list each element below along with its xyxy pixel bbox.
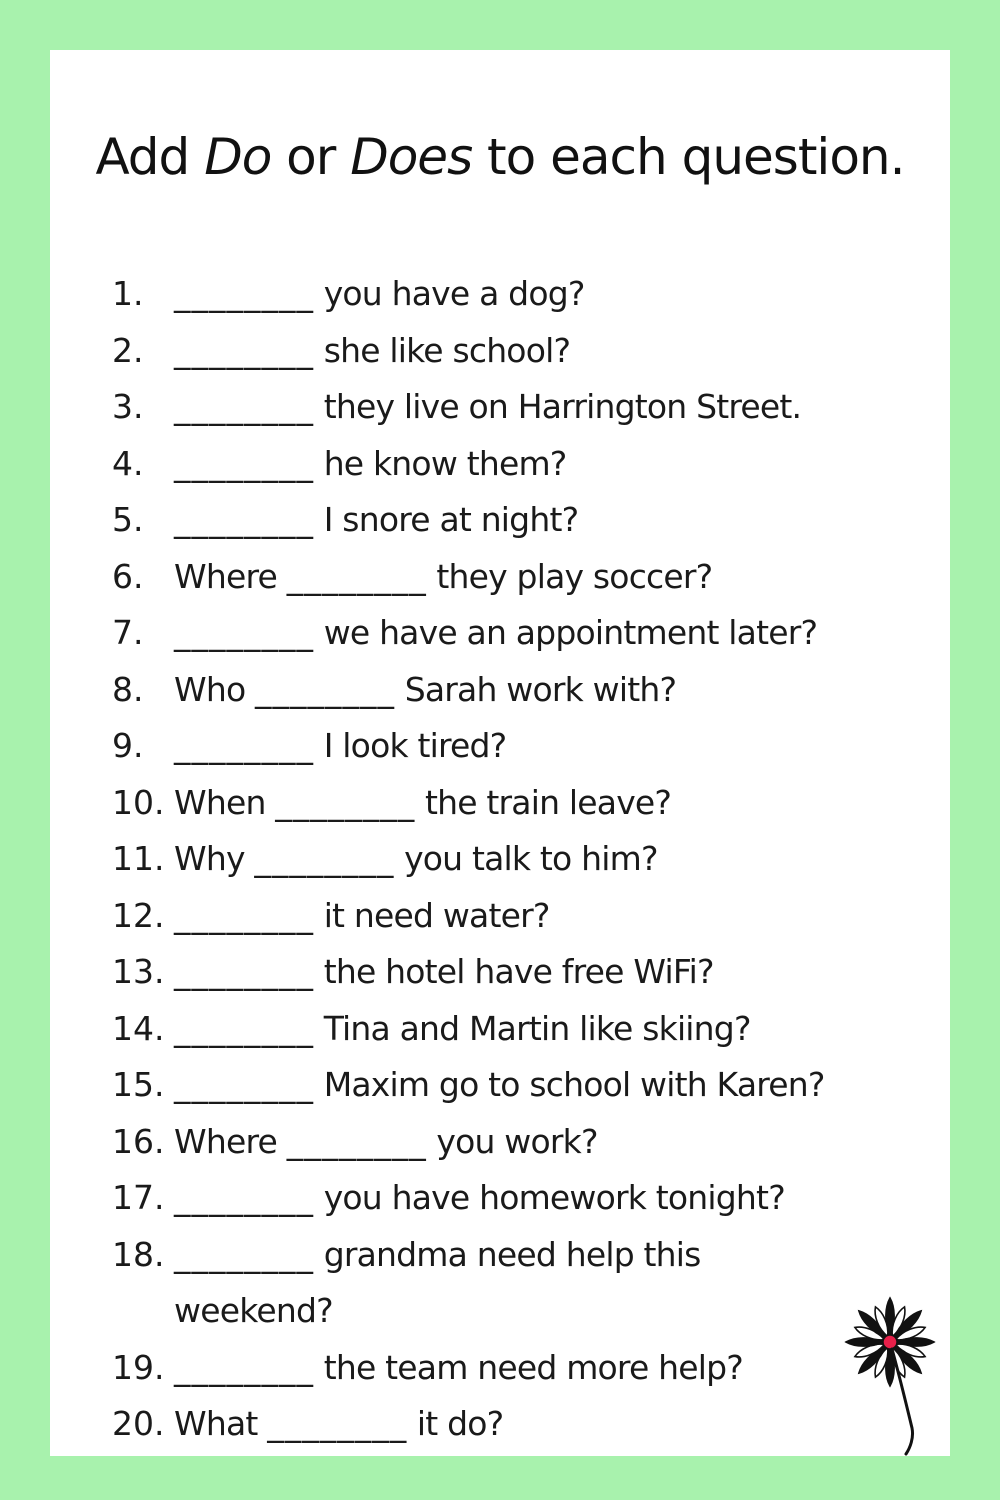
title-do: Do (204, 128, 272, 186)
question-text (174, 1396, 503, 1453)
answer-blank[interactable]: ________ (174, 500, 314, 539)
answer-blank[interactable]: ________ (174, 1347, 314, 1387)
question-text (174, 266, 585, 323)
answer-blank[interactable]: ________ (174, 613, 314, 652)
answer-blank[interactable]: ________ (286, 556, 427, 596)
answer-blank[interactable]: ________ (267, 1404, 408, 1443)
question-item (112, 1227, 942, 1340)
answer-blank[interactable]: ________ (174, 1178, 314, 1217)
question-suffix: it need water? (314, 895, 550, 935)
question-item (112, 492, 942, 549)
question-suffix: the hotel have free WiFi? (314, 952, 714, 991)
question-item (112, 266, 942, 323)
question-suffix: Maxim go to school with Karen? (314, 1065, 825, 1104)
question-text (174, 1170, 785, 1227)
question-text (174, 1340, 743, 1397)
question-number: 18. (112, 1234, 165, 1274)
question-text (174, 888, 550, 945)
flower-icon (840, 1278, 950, 1458)
question-list (112, 266, 942, 1453)
question-suffix: I look tired? (314, 726, 507, 765)
question-suffix: it do? (407, 1404, 504, 1443)
worksheet (50, 50, 950, 1456)
question-item (112, 944, 942, 1001)
question-suffix: we have an appointment later? (314, 613, 818, 652)
question-number: 16. (112, 1121, 165, 1161)
answer-blank[interactable]: ________ (174, 895, 314, 935)
question-text (174, 436, 567, 493)
question-text (174, 605, 817, 662)
question-suffix: Sarah work with? (395, 669, 677, 709)
question-number: 11. (112, 839, 165, 878)
question-text (174, 831, 658, 888)
answer-blank[interactable]: ________ (255, 669, 396, 709)
title-does: Does (350, 128, 473, 186)
question-item (112, 662, 942, 719)
question-number: 8. (112, 669, 144, 709)
question-item (112, 1340, 942, 1397)
question-number: 1. (112, 274, 144, 313)
question-prefix: Who (174, 669, 256, 709)
question-number: 12. (112, 895, 165, 935)
question-item (112, 379, 942, 436)
question-prefix: Why (174, 839, 255, 878)
question-suffix: you talk to him? (394, 839, 658, 878)
question-number: 3. (112, 387, 144, 426)
worksheet-title (50, 128, 950, 186)
question-continuation: weekend? (174, 1291, 333, 1330)
question-item (112, 1001, 942, 1058)
question-text (174, 323, 570, 380)
answer-blank[interactable]: ________ (286, 1121, 427, 1161)
question-number: 19. (112, 1347, 165, 1387)
title-part-rest: to each question. (472, 128, 905, 186)
question-item (112, 605, 942, 662)
question-number: 10. (112, 782, 165, 822)
question-number: 9. (112, 726, 144, 765)
question-text (174, 662, 676, 719)
question-text (174, 1001, 751, 1058)
question-suffix: you have a dog? (314, 274, 585, 313)
question-number: 20. (112, 1404, 165, 1443)
answer-blank[interactable]: ________ (174, 1008, 314, 1048)
question-suffix: they live on Harrington Street. (314, 387, 802, 426)
title-part-add: Add (95, 128, 205, 186)
question-prefix: What (174, 1404, 268, 1443)
answer-blank[interactable]: ________ (174, 1065, 314, 1104)
question-prefix: Where (174, 1121, 287, 1161)
question-suffix: you have homework tonight? (314, 1178, 785, 1217)
question-item (112, 1057, 942, 1114)
question-number: 14. (112, 1008, 165, 1048)
question-item (112, 549, 942, 606)
question-suffix: I snore at night? (314, 500, 579, 539)
answer-blank[interactable]: ________ (254, 839, 395, 878)
answer-blank[interactable]: ________ (174, 1234, 314, 1274)
question-number: 2. (112, 330, 144, 370)
question-item (112, 888, 942, 945)
question-suffix: the train leave? (415, 782, 672, 822)
question-suffix: Tina and Martin like skiing? (314, 1008, 751, 1048)
question-item (112, 436, 942, 493)
question-number: 7. (112, 613, 144, 652)
question-suffix: she like school? (314, 330, 571, 370)
question-prefix: Where (174, 556, 287, 596)
question-item (112, 1396, 942, 1453)
question-number: 13. (112, 952, 165, 991)
question-text (174, 492, 578, 549)
question-text (174, 1227, 701, 1284)
question-suffix: they play soccer? (426, 556, 713, 596)
question-suffix: grandma need help this (314, 1234, 701, 1274)
answer-blank[interactable]: ________ (174, 952, 314, 991)
question-suffix: the team need more help? (314, 1347, 744, 1387)
answer-blank[interactable]: ________ (174, 274, 314, 313)
question-number: 15. (112, 1065, 165, 1104)
question-item (112, 1114, 942, 1171)
question-number: 17. (112, 1178, 165, 1217)
question-item (112, 1170, 942, 1227)
question-item (112, 775, 942, 832)
question-number: 5. (112, 500, 144, 539)
question-text (174, 1114, 598, 1171)
question-text (174, 775, 671, 832)
answer-blank[interactable]: ________ (174, 330, 314, 370)
question-suffix: he know them? (314, 443, 567, 483)
answer-blank[interactable]: ________ (174, 726, 314, 765)
question-suffix: you work? (426, 1121, 598, 1161)
question-text (174, 944, 714, 1001)
question-item (112, 323, 942, 380)
question-text (174, 1057, 825, 1114)
question-text (174, 549, 712, 606)
answer-blank[interactable]: ________ (174, 387, 314, 426)
question-number: 4. (112, 443, 144, 483)
question-text (174, 718, 506, 775)
question-item (112, 718, 942, 775)
answer-blank[interactable]: ________ (174, 443, 314, 483)
title-part-or: or (271, 128, 351, 186)
question-item (112, 831, 942, 888)
question-number: 6. (112, 556, 144, 596)
question-text (174, 379, 801, 436)
answer-blank[interactable]: ________ (275, 782, 416, 822)
question-prefix: When (174, 782, 276, 822)
